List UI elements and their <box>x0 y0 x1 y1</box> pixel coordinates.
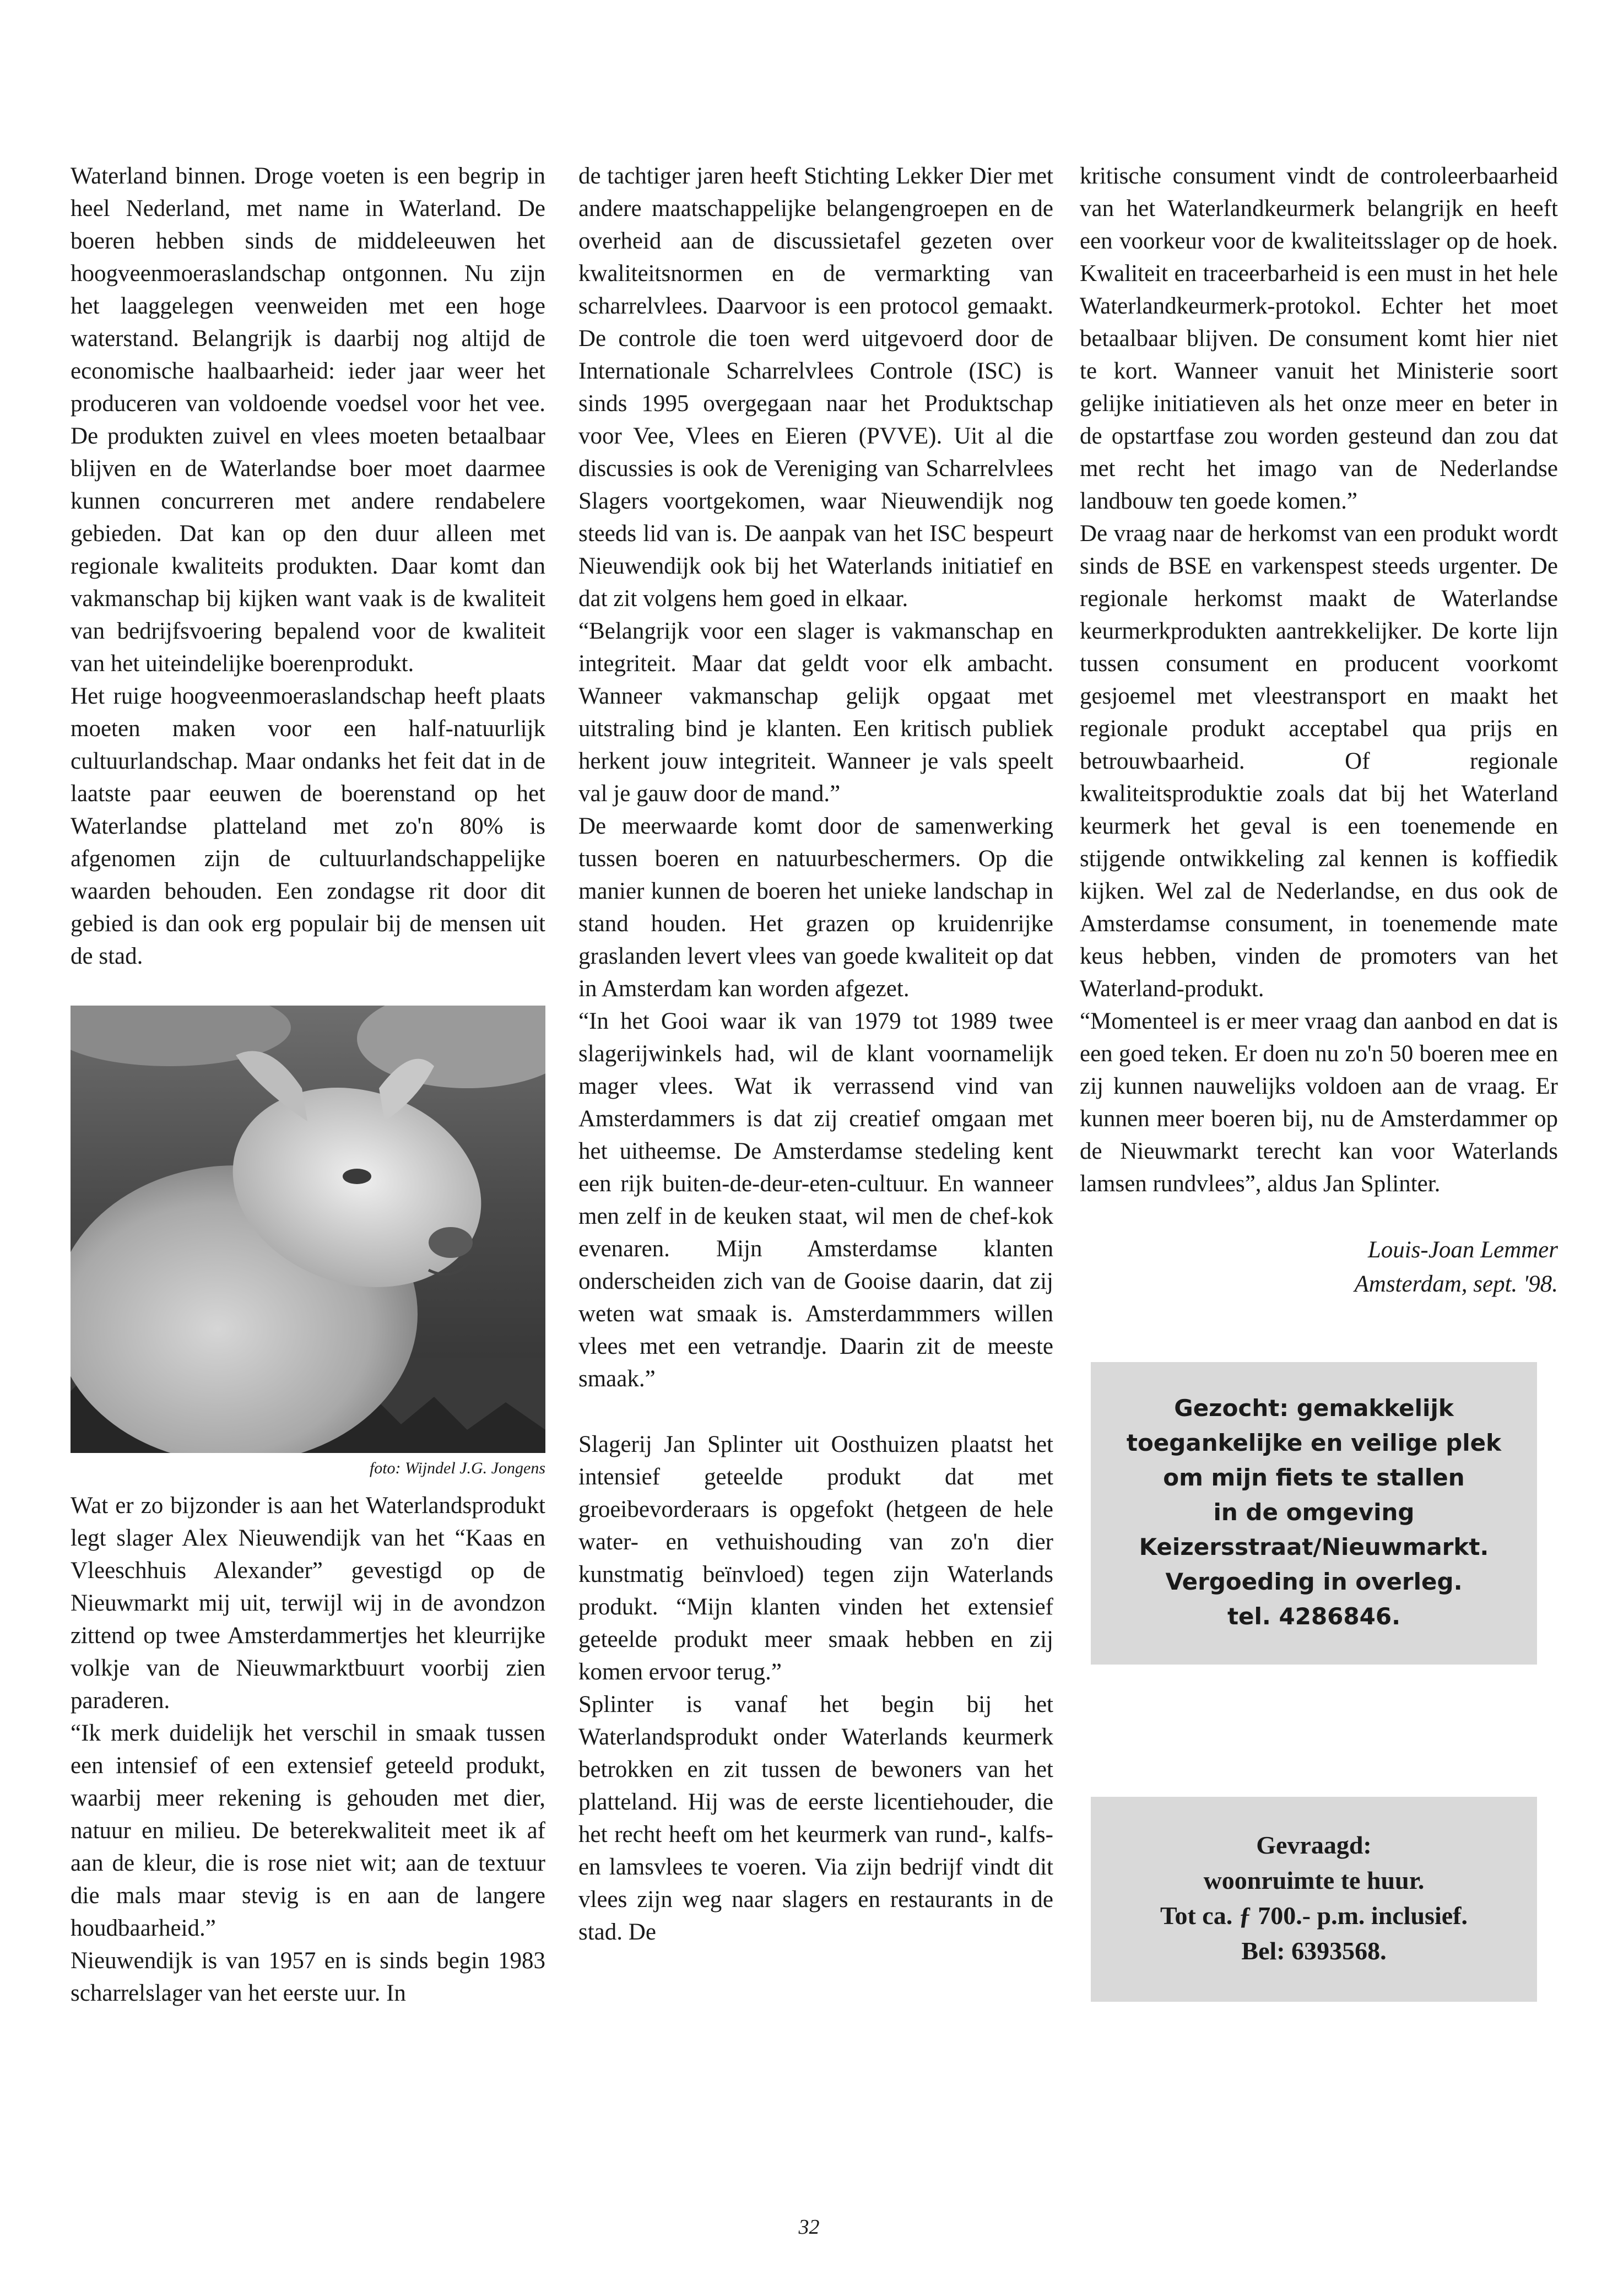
ad-line: Vergoeding in overleg. <box>1165 1568 1463 1595</box>
photo-caption: foto: Wijndel J.G. Jongens <box>369 1459 545 1477</box>
ad-line: Gevraagd: <box>1256 1831 1372 1859</box>
ad-line: om mijn fiets te stallen <box>1163 1464 1465 1491</box>
ad-line: Keizersstraat/Nieuwmarkt. <box>1139 1533 1489 1560</box>
ad-line: toegankelijke en veilige plek <box>1126 1429 1502 1456</box>
paragraph: “Ik merk duidelijk het verschil in smaak tussen een intensief of een extensief geteeld produkt, waarbij meer rekening is gehouden met dier, natuur en milieu. De beterekwaliteit meet ik af aan de kleur, die is rose niet wit; aan de textuur die mals maar stevig is en aan de langere houdbaarheid.” <box>71 1720 545 1941</box>
ad-phone: tel. 4286846. <box>1227 1603 1401 1630</box>
ad-line: woonruimte te huur. <box>1203 1866 1425 1894</box>
column-3 <box>1080 160 1558 2002</box>
ad-line: Tot ca. ƒ 700.- p.m. inclusief. <box>1160 1901 1468 1930</box>
classified-ad-housing <box>1091 1797 1537 2002</box>
place-date: Amsterdam, sept. '98. <box>1354 1271 1558 1297</box>
ad-line: Gezocht: gemakkelijk <box>1174 1395 1454 1422</box>
photo-figure <box>71 1006 545 1479</box>
paragraph: Splinter is vanaf het begin bij het Waterlandsprodukt onder Waterlands keurmerk betrokken en zit tussen de bewoners van het platteland. Hij was de eerste licentiehouder, die het recht heeft om het keurmerk van rund-, kalfs- en lamsvlees te voeren. Via zijn bedrijf vindt dit vlees zijn weg naar slagers en restaurants in de stad. De <box>578 1692 1053 1945</box>
paragraph: “Belangrijk voor een slager is vakmanschap en integriteit. Maar dat geldt voor elk ambacht. Wanneer vakmanschap gelijk opgaat met uitstraling bind je klanten. Een kritisch publiek herkent jouw integriteit. Wanneer je vals speelt val je gauw door de mand.” <box>578 618 1053 807</box>
ad-line: in de omgeving <box>1213 1499 1415 1526</box>
paragraph: kritische consument vindt de controleerbaarheid van het Waterlandkeurmerk belangrijk en heeft een voorkeur voor de kwaliteitsslager op de hoek. Kwaliteit en traceerbarheid is een must in het hele Waterlandkeurmerk-protokol. Echter het moet betaalbaar blijven. De consument komt hier niet te kort. Wanneer vanuit het Ministerie soort gelijke initiatieven als het onze meer en beter in de opstartfase zou worden gesteund dan zou dat met recht het imago van de Nederlandse landbouw ten goede komen.” <box>1080 163 1558 514</box>
paragraph: De meerwaarde komt door de samenwerking tussen boeren en natuurbeschermers. Op die manier kunnen de boeren het unieke landschap in stand houden. Het grazen op kruidenrijke graslanden levert vlees van goede kwaliteit op dat in Amsterdam kan worden afgezet. <box>578 813 1053 1002</box>
column-2 <box>578 160 1053 1948</box>
author-name: Louis-Joan Lemmer <box>1367 1237 1558 1263</box>
paragraph-gap <box>578 1395 1053 1428</box>
paragraph: Wat er zo bijzonder is aan het Waterlandsprodukt legt slager Alex Nieuwendijk van het “Kaas en Vleeschhuis Alexander” gevestigd op de Nieuwmarkt mij uit, terwijl wij in de avondzon zittend op twee Amsterdammertjes het kleurrijke volkje van de Nieuwmarktbuurt voorbij zien paraderen. <box>71 1493 545 1714</box>
ad-phone: Bel: 6393568. <box>1241 1937 1387 1965</box>
paragraph: “In het Gooi waar ik van 1979 tot 1989 twee slagerijwinkels had, wil de klant voornamelijk mager vlees. Wat ik verrassend vind van Amsterdammers is dat zij creatief omgaan met het uitheemse. De Amsterdamse stedeling kent een rijk buiten-de-deur-eten-cultuur. En wanneer men zelf in de keuken staat, wil men de chef-kok evenaren. Mijn Amsterdamse klanten onderscheiden zich van de Gooise daarin, dat zij weten wat smaak is. Amsterdammmers willen vlees met een vetrandje. Daarin zit de meeste smaak.” <box>578 1008 1053 1392</box>
paragraph: Waterland binnen. Droge voeten is een begrip in heel Nederland, met name in Waterland. De boeren hebben sinds de middeleeuwen het hoogveenmoeraslandschap ontgonnen. Nu zijn het laaggelegen veenweiden met een hoge waterstand. Belangrijk is daarbij nog altijd de economische haalbaarheid: ieder jaar weer het produceren van voldoende voedsel voor het vee. De produkten zuivel en vlees moeten betaalbaar blijven en de Waterlandse boer moet daarmee kunnen concurreren met andere rendabelere gebieden. Dat kan op den duur alleen met regionale kwaliteits produkten. Daar komt dan vakmanschap bij kijken want vaak is de kwaliteit van bedrijfsvoering bepalend voor de kwaliteit van het uiteindelijke boerenprodukt. <box>71 163 545 677</box>
column-1 <box>71 160 545 2009</box>
paragraph: De vraag naar de herkomst van een produkt wordt sinds de BSE en varkenspest steeds urgenter. De regionale herkomst maakt de Waterlandse keurmerkprodukten aantrekkelijker. De korte lijn tussen consument en producent voorkomt gesjoemel met vleestransport en maakt het regionale produkt acceptabel qua prijs en betrouwbaarheid. Of regionale kwaliteitsproduktie zoals dat bij het Waterland keurmerk het geval is een toenemende en stijgende ontwikkeling zal kennen is koffiedik kijken. Wel zal de Nederlandse, en dus ook de Amsterdamse consument, in toenemende mate keus hebben, vinden de promoters van het Waterland-produkt. <box>1080 521 1558 1002</box>
paragraph: “Momenteel is er meer vraag dan aanbod en dat is een goed teken. Er doen nu zo'n 50 boeren mee en zij kunnen nauwelijks voldoen aan de vraag. Er kunnen meer boeren bij, nu de Amsterdammer op de Nieuwmarkt terecht kan voor Waterlands lamsen rundvlees”, aldus Jan Splinter. <box>1080 1008 1558 1197</box>
page-number: 32 <box>798 2216 820 2239</box>
classified-ad-bike-storage <box>1091 1362 1537 1665</box>
paragraph: Slagerij Jan Splinter uit Oosthuizen plaatst het intensief geteelde produkt dat met groeibevorderaars is opgefokt (hetgeen de hele water- en vethuishouding van zo'n dier kunstmatig beïnvloed) tegen zijn Waterlands produkt. “Mijn klanten vinden het extensief geteelde produkt meer smaak hebben en zij komen ervoor terug.” <box>578 1431 1053 1685</box>
paragraph: de tachtiger jaren heeft Stichting Lekker Dier met andere maatschappelijke belangengroepen en de overheid aan de discussietafel gezeten over kwaliteitsnormen en de vermarkting van scharrelvlees. Daarvoor is een protocol gemaakt. De controle die toen werd uitgevoerd door de Internationale Scharrelvlees Controle (ISC) is sinds 1995 overgegaan naar het Produktschap voor Vee, Vlees en Eieren (PVVE). Uit al die discussies is ook de Vereniging van Scharrelvlees Slagers voortgekomen, waar Nieuwendijk nog steeds lid van is. De aanpak van het ISC bespeurt Nieuwendijk ook bij het Waterlands initiatief en dat zit volgens hem goed in elkaar. <box>578 163 1053 612</box>
paragraph: Het ruige hoogveenmoeraslandschap heeft plaats moeten maken voor een half-natuurlijk cultuurlandschap. Maar ondanks het feit dat in de laatste paar eeuwen de boerenstand op het Waterlandse platteland met zo'n 80% is afgenomen zijn de cultuurlandschappelijke waarden behouden. Een zondagse rit door dit gebied is dan ook erg populair bij de mensen uit de stad. <box>71 683 545 969</box>
sheep-photo <box>71 1006 545 1453</box>
author-signature <box>1080 1233 1558 1301</box>
paragraph: Nieuwendijk is van 1957 en is sinds begin 1983 scharrelslager van het eerste uur. In <box>71 1948 545 2006</box>
